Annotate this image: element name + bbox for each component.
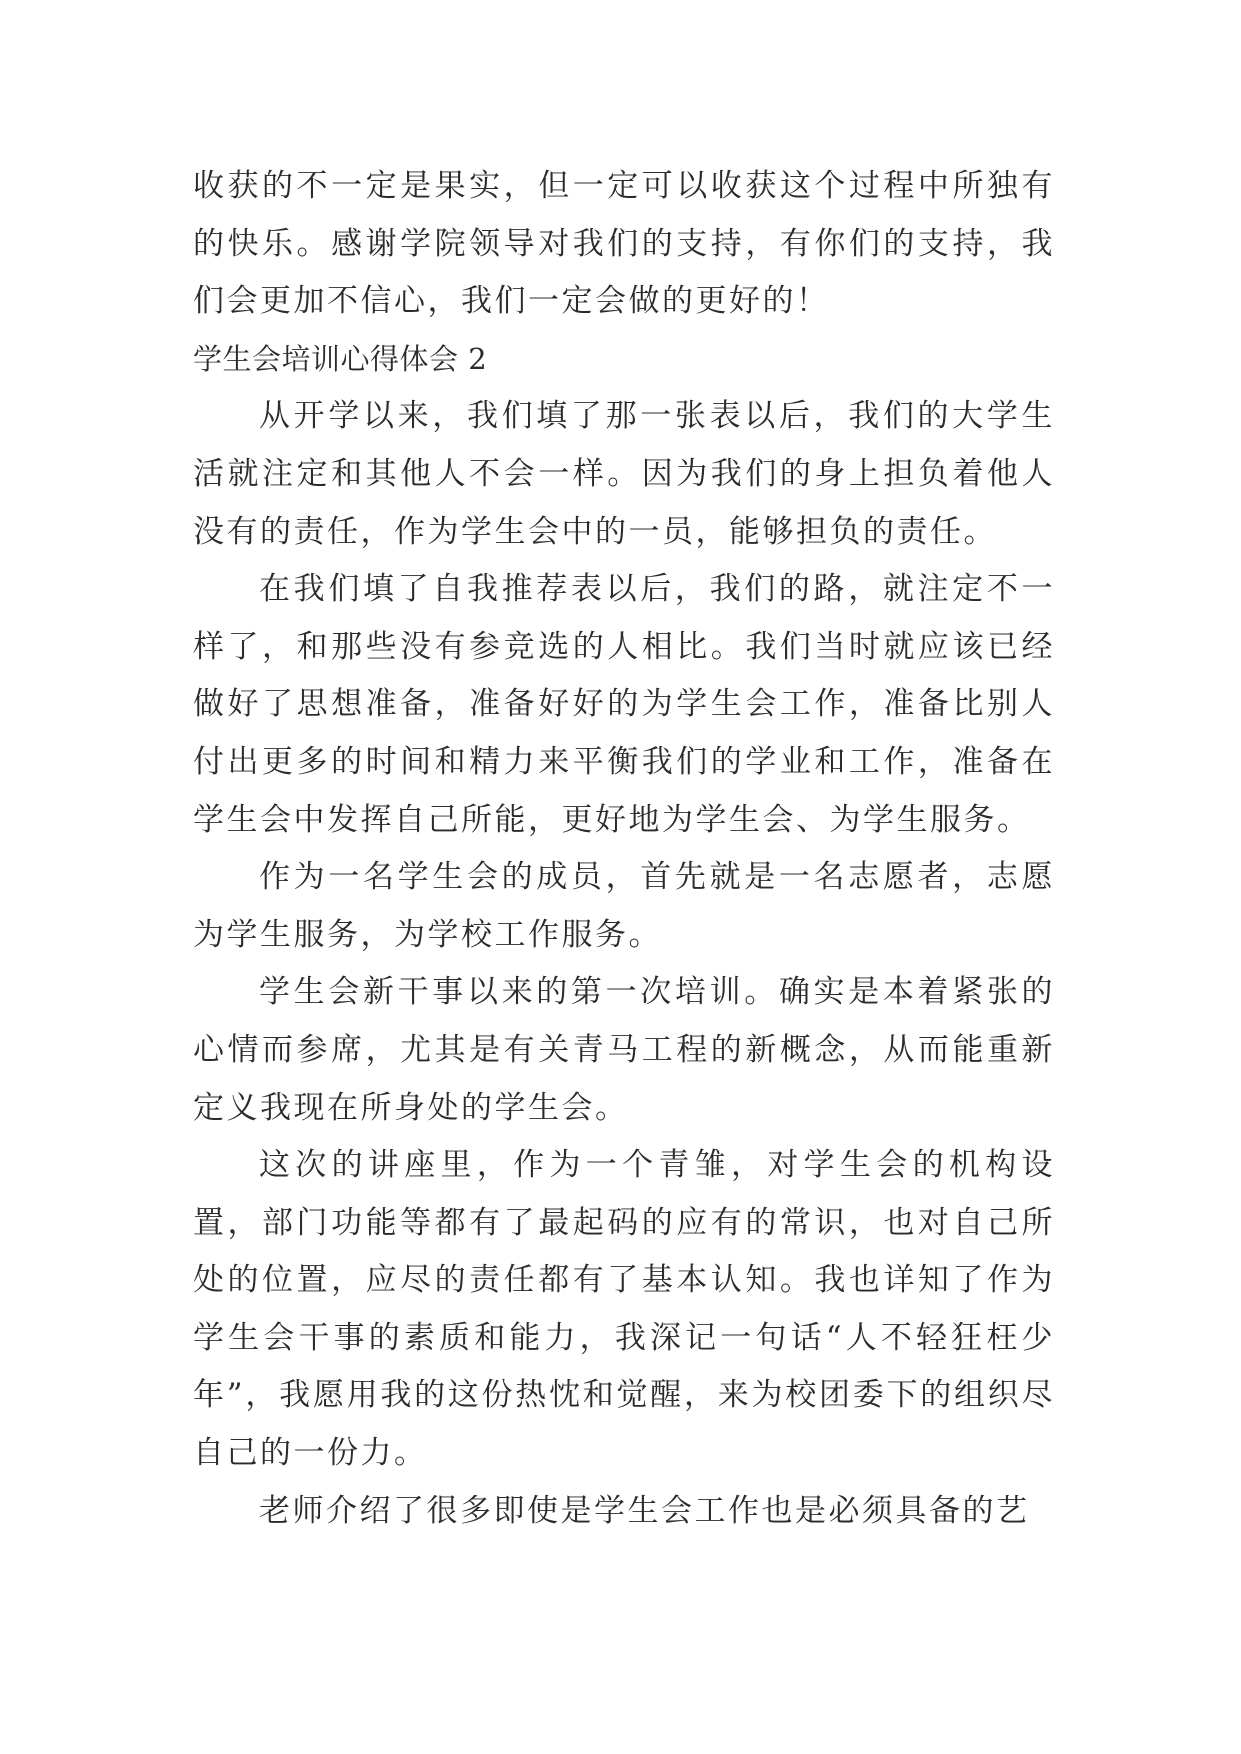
paragraph: 这次的讲座里，作为一个青雏，对学生会的机构设置，部门功能等都有了最起码的应有的常识，也对自己所处的位置，应尽的责任都有了基本认知。我也详知了作为学生会干事的素质和能力，我深记一句话“人不轻狂枉少年”，我愿用我的这份热忱和觉醒，来为校团委下的组织尽自己的一份力。 <box>193 1147 1055 1472</box>
document-body <box>193 158 1055 1540</box>
section-heading: 学生会培训心得体会 2 <box>193 341 488 376</box>
paragraph: 学生会新干事以来的第一次培训。确实是本着紧张的心情而参席，尤其是有关青马工程的新概念，从而能重新定义我现在所身处的学生会。 <box>193 974 1055 1126</box>
paragraph-closing: 收获的不一定是果实，但一定可以收获这个过程中所独有的快乐。感谢学院领导对我们的支持，有你们的支持，我们会更加不信心，我们一定会做的更好的！ <box>193 168 1055 320</box>
paragraph: 作为一名学生会的成员，首先就是一名志愿者，志愿为学生服务，为学校工作服务。 <box>193 859 1055 953</box>
paragraph: 从开学以来，我们填了那一张表以后，我们的大学生活就注定和其他人不会一样。因为我们的身上担负着他人没有的责任，作为学生会中的一员，能够担负的责任。 <box>193 398 1055 550</box>
paragraph: 在我们填了自我推荐表以后，我们的路，就注定不一样了，和那些没有参竞选的人相比。我们当时就应该已经做好了思想准备，准备好好的为学生会工作，准备比别人付出更多的时间和精力来平衡我们的学业和工作，准备在学生会中发挥自己所能，更好地为学生会、为学生服务。 <box>193 571 1055 838</box>
paragraph: 老师介绍了很多即使是学生会工作也是必须具备的艺 <box>259 1492 1030 1529</box>
